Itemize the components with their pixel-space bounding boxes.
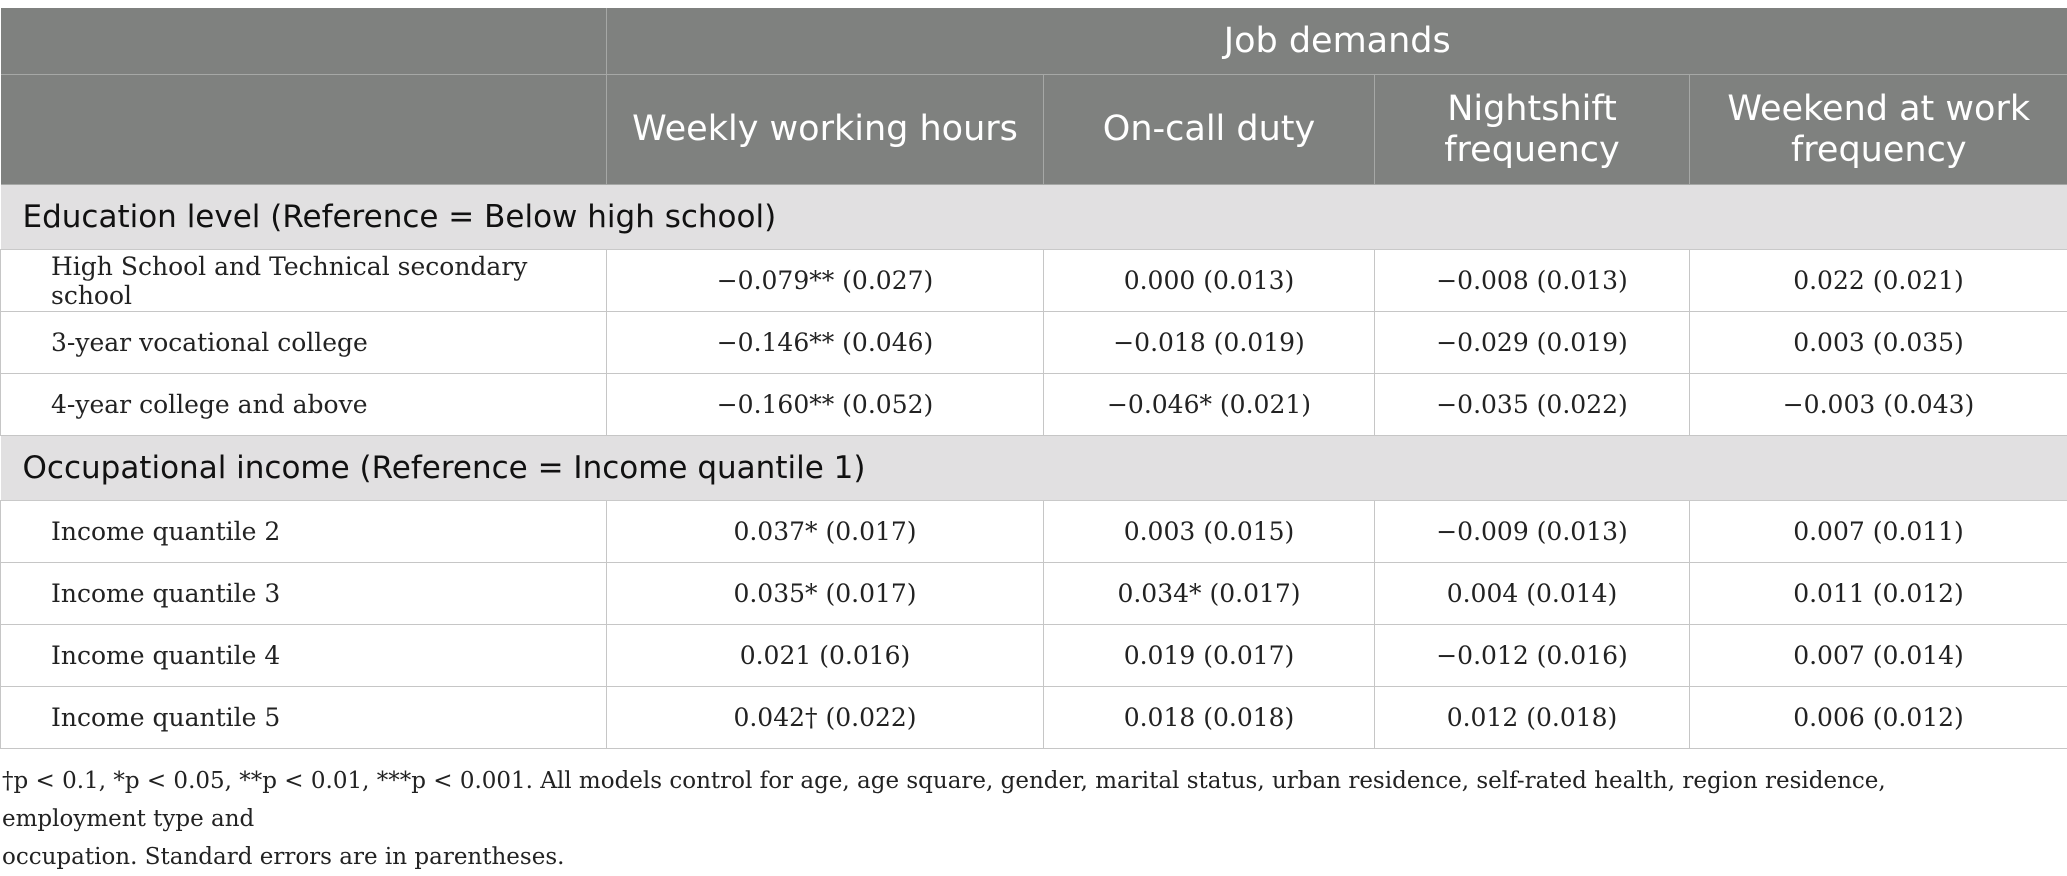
table-row [1, 501, 2067, 563]
row-label: Income quantile 2 [1, 501, 607, 563]
section-title: Occupational income (Reference = Income quantile 1) [1, 436, 2067, 501]
header-empty-corner [1, 8, 607, 75]
table-cell: 0.034* (0.017) [1044, 563, 1375, 625]
table-cell: −0.003 (0.043) [1690, 374, 2067, 436]
section-title: Education level (Reference = Below high school) [1, 185, 2067, 250]
table-cell: 0.000 (0.013) [1044, 250, 1375, 312]
table-cell: −0.009 (0.013) [1375, 501, 1690, 563]
table-row [1, 687, 2067, 749]
table-cell: 0.006 (0.012) [1690, 687, 2067, 749]
table-cell: −0.035 (0.022) [1375, 374, 1690, 436]
table-cell: 0.007 (0.011) [1690, 501, 2067, 563]
table-footnote [2, 762, 2002, 876]
row-label: Income quantile 5 [1, 687, 607, 749]
regression-table-container [0, 8, 2067, 749]
col-header-weekly-working-hours: Weekly working hours [607, 75, 1044, 185]
table-cell: −0.029 (0.019) [1375, 312, 1690, 374]
row-label: Income quantile 3 [1, 563, 607, 625]
col-header-on-call-duty: On-call duty [1044, 75, 1375, 185]
row-label: High School and Technical secondary school [1, 250, 607, 312]
header-row-columns [1, 75, 2067, 185]
section-row-income [1, 436, 2067, 501]
table-cell: −0.018 (0.019) [1044, 312, 1375, 374]
col-header-nightshift-frequency: Nightshift frequency [1375, 75, 1690, 185]
table-cell: 0.003 (0.035) [1690, 312, 2067, 374]
table-row [1, 625, 2067, 687]
footnote-line-1: †p < 0.1, *p < 0.05, **p < 0.01, ***p < 0.001. All models control for age, age square, gender, marital status, urban residence, self-rated health, region residence, employment type and [2, 762, 2002, 838]
table-cell: 0.037* (0.017) [607, 501, 1044, 563]
row-label: Income quantile 4 [1, 625, 607, 687]
table-cell: −0.079** (0.027) [607, 250, 1044, 312]
table-cell: −0.160** (0.052) [607, 374, 1044, 436]
row-label: 3-year vocational college [1, 312, 607, 374]
table-cell: 0.035* (0.017) [607, 563, 1044, 625]
header-job-demands: Job demands [607, 8, 2067, 75]
table-cell: 0.003 (0.015) [1044, 501, 1375, 563]
table-cell: −0.046* (0.021) [1044, 374, 1375, 436]
table-cell: 0.011 (0.012) [1690, 563, 2067, 625]
table-cell: 0.042† (0.022) [607, 687, 1044, 749]
footnote-line-2: occupation. Standard errors are in parentheses. [2, 838, 2002, 876]
table-cell: 0.012 (0.018) [1375, 687, 1690, 749]
row-label: 4-year college and above [1, 374, 607, 436]
table-cell: −0.012 (0.016) [1375, 625, 1690, 687]
table-row [1, 312, 2067, 374]
header-empty-label [1, 75, 607, 185]
table-cell: 0.018 (0.018) [1044, 687, 1375, 749]
section-row-education [1, 185, 2067, 250]
table-cell: 0.019 (0.017) [1044, 625, 1375, 687]
regression-table [0, 8, 2067, 749]
table-cell: 0.004 (0.014) [1375, 563, 1690, 625]
table-cell: 0.007 (0.014) [1690, 625, 2067, 687]
table-row [1, 374, 2067, 436]
header-row-group [1, 8, 2067, 75]
table-cell: 0.021 (0.016) [607, 625, 1044, 687]
table-row [1, 563, 2067, 625]
table-cell: −0.008 (0.013) [1375, 250, 1690, 312]
table-row [1, 250, 2067, 312]
col-header-weekend-frequency: Weekend at work frequency [1690, 75, 2067, 185]
table-cell: −0.146** (0.046) [607, 312, 1044, 374]
table-cell: 0.022 (0.021) [1690, 250, 2067, 312]
